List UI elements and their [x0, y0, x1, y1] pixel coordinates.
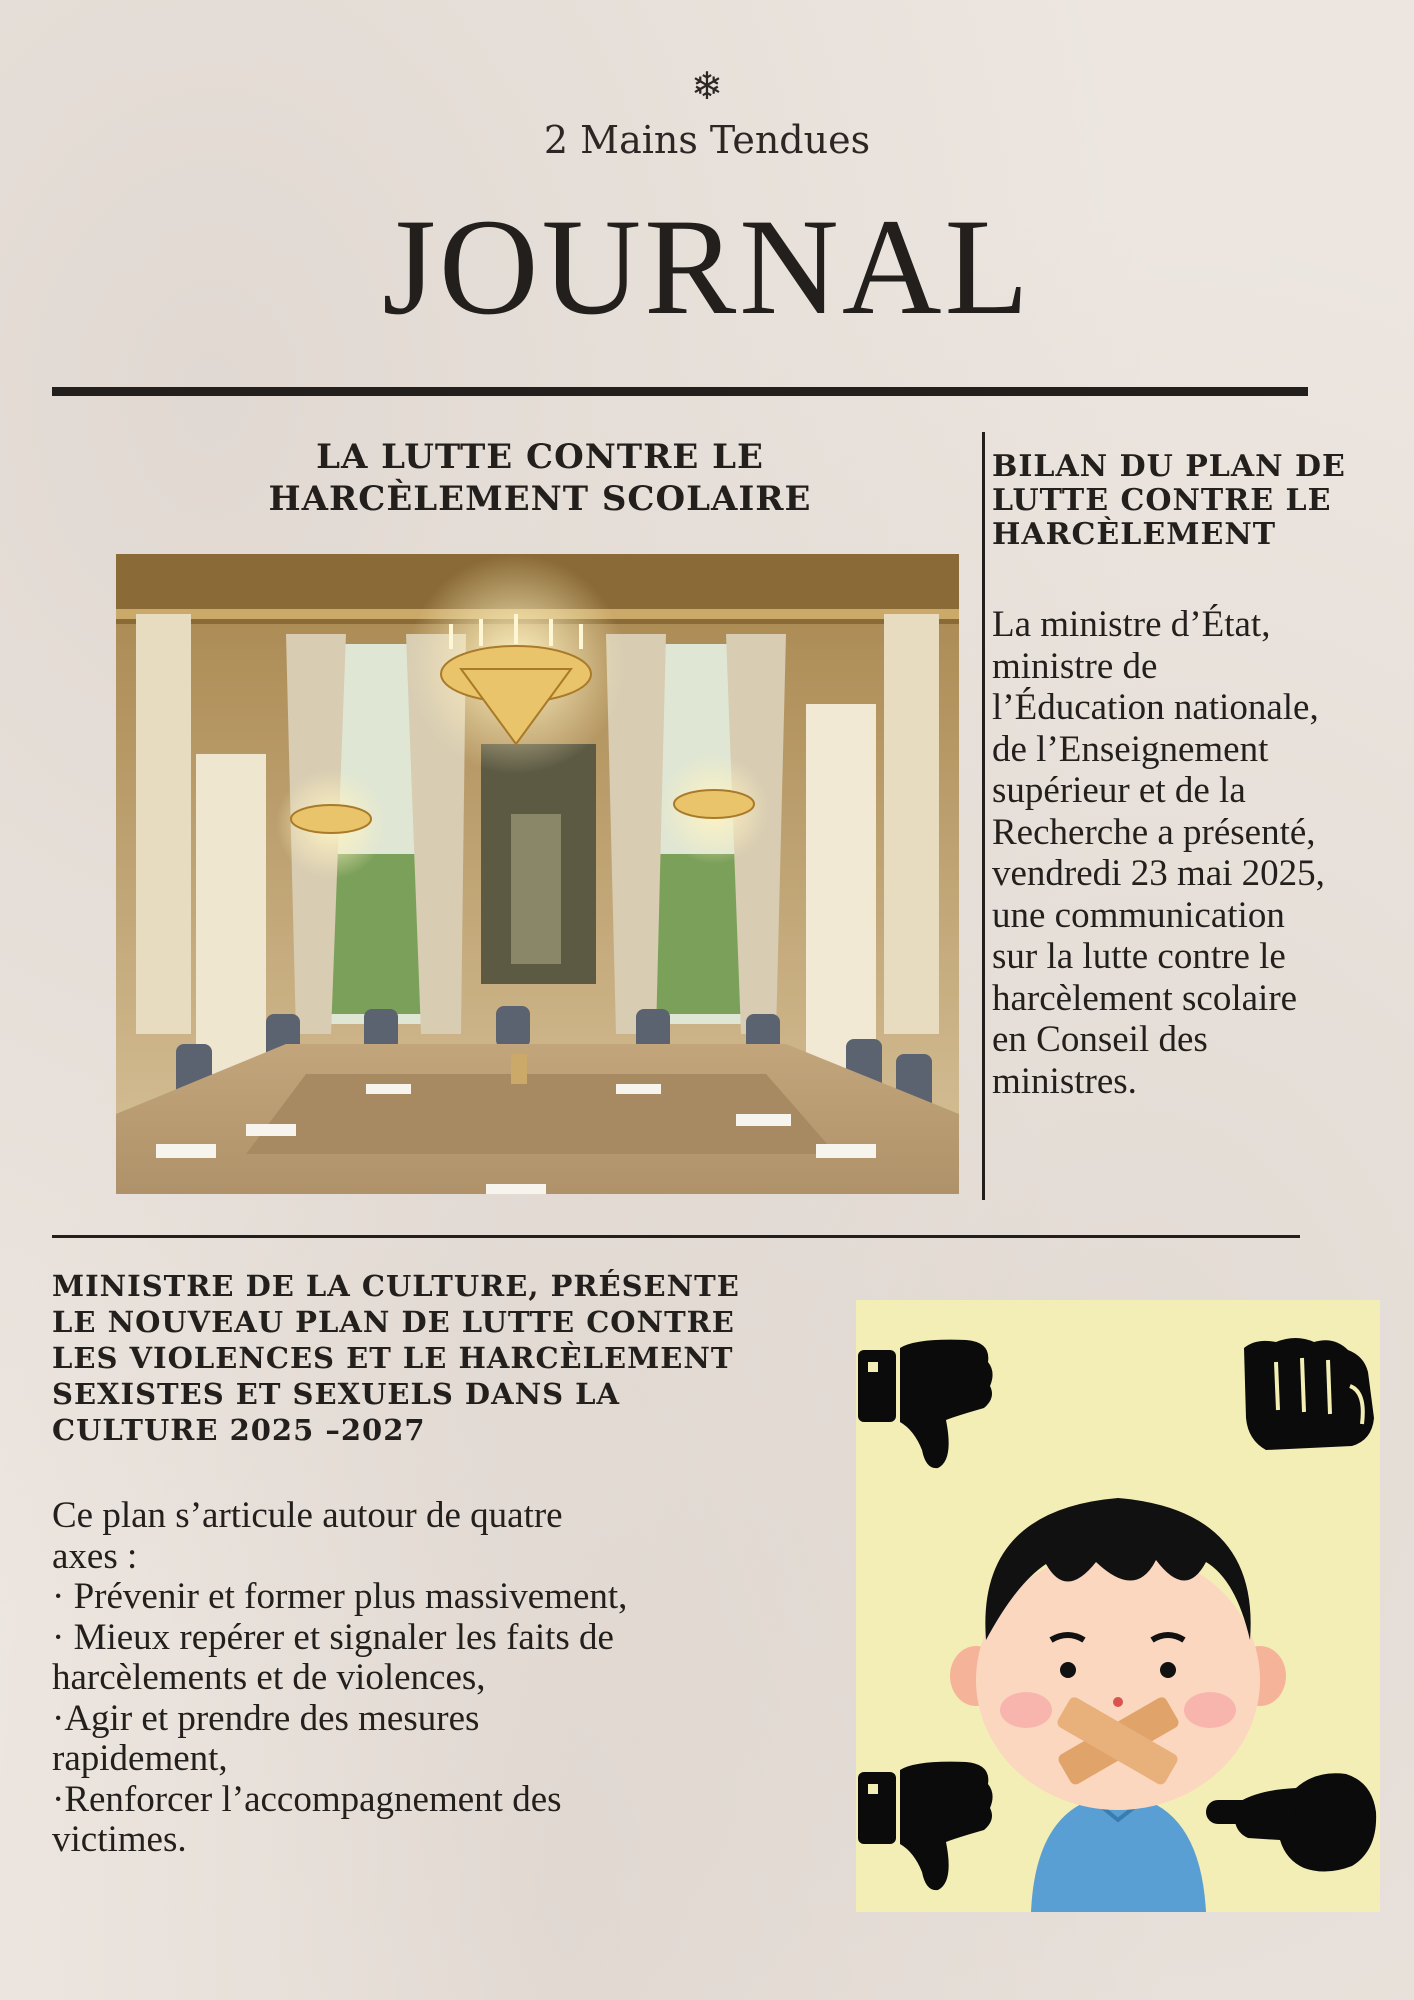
text-line: harcèlements et de violences,	[52, 1657, 486, 1698]
article-plan	[52, 1496, 792, 1861]
council-room-photo	[116, 554, 959, 1194]
pointing-finger-icon	[1206, 1773, 1376, 1871]
column-divider	[982, 432, 985, 1200]
headline-line: LUTTE CONTRE LE	[992, 483, 1332, 518]
text-line: rapidement,	[52, 1738, 228, 1779]
thumbs-down-icon	[858, 1762, 993, 1891]
anti-harassment-illustration	[856, 1300, 1380, 1912]
section-divider	[52, 1235, 1300, 1238]
headline-line: LA LUTTE CONTRE LE	[316, 437, 764, 477]
text-line: · Prévenir et former plus massivement,	[52, 1576, 628, 1617]
text-line: ministre de	[992, 645, 1158, 687]
text-line: Recherche a présenté,	[992, 811, 1316, 853]
text-line: ministres.	[992, 1060, 1137, 1102]
thumbs-down-icon	[858, 1340, 993, 1469]
masthead-title: JOURNAL	[382, 190, 1032, 343]
headline-culture	[52, 1268, 812, 1448]
silenced-boy-illustration	[950, 1498, 1286, 1912]
headline-line: LES VIOLENCES ET LE HARCÈLEMENT	[52, 1341, 734, 1375]
headline-bilan	[992, 450, 1402, 552]
text-line: La ministre d’État,	[992, 604, 1271, 645]
text-line: en Conseil des	[992, 1019, 1208, 1060]
text-line: axes :	[52, 1535, 138, 1577]
headline-line: SEXISTES ET SEXUELS DANS LA	[52, 1377, 621, 1411]
text-line: ·Agir et prendre des mesures	[52, 1697, 480, 1739]
snowflake-icon: ❄	[691, 64, 723, 108]
headline-line: LE NOUVEAU PLAN DE LUTTE CONTRE	[52, 1305, 735, 1339]
headline-line: BILAN DU PLAN DE	[992, 449, 1346, 484]
text-line: · Mieux repérer et signaler les faits de	[52, 1616, 614, 1658]
text-line: de l’Enseignement	[992, 728, 1269, 770]
text-line: ·Renforcer l’accompagnement des	[52, 1778, 562, 1820]
headline-lutte	[186, 436, 894, 520]
text-line: supérieur et de la	[992, 770, 1246, 811]
text-line: vendredi 23 mai 2025,	[992, 853, 1325, 894]
text-line: harcèlement scolaire	[992, 977, 1298, 1019]
fist-icon	[1244, 1338, 1374, 1450]
text-line: Ce plan s’articule autour de quatre	[52, 1495, 563, 1536]
text-line: l’Éducation nationale,	[992, 687, 1319, 728]
brand-name: 2 Mains Tendues	[543, 118, 871, 162]
headline-line: HARCÈLEMENT	[992, 517, 1277, 552]
headline-line: CULTURE 2025 –2027	[52, 1413, 426, 1447]
article-bilan	[992, 604, 1408, 1102]
masthead-divider	[52, 387, 1308, 396]
text-line: sur la lutte contre le	[992, 936, 1286, 977]
text-line: une communication	[992, 894, 1285, 936]
text-line: victimes.	[52, 1819, 187, 1860]
headline-line: MINISTRE DE LA CULTURE, PRÉSENTE	[52, 1269, 740, 1303]
headline-line: HARCÈLEMENT SCOLAIRE	[268, 479, 812, 519]
